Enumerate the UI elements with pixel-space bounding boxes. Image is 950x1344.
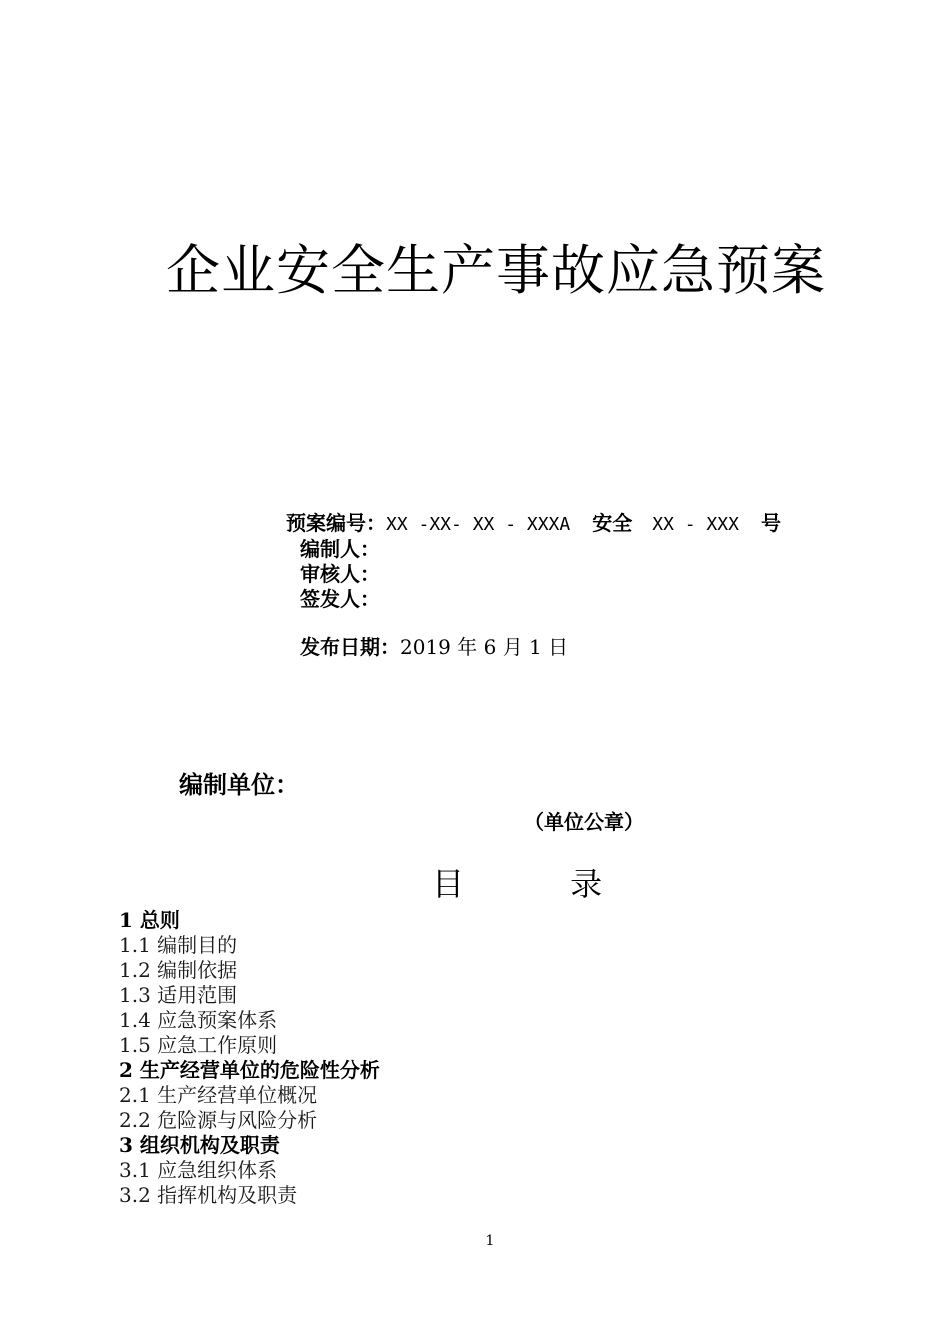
toc-item[interactable]: 1.1 编制目的 xyxy=(119,933,238,957)
toc-item[interactable]: 1.3 适用范围 xyxy=(119,983,238,1007)
compiling-unit-label: 编制单位： xyxy=(179,770,299,799)
issuer-label: 签发人： xyxy=(300,587,380,611)
publish-date-label: 发布日期： xyxy=(300,635,400,659)
toc-item[interactable]: 3.1 应急组织体系 xyxy=(119,1158,278,1182)
number-suffix: 号 xyxy=(760,511,781,535)
toc-item[interactable]: 2.1 生产经营单位概况 xyxy=(119,1083,318,1107)
page-number: 1 xyxy=(485,1233,495,1249)
toc-item[interactable]: 1.4 应急预案体系 xyxy=(119,1008,278,1032)
editor-label: 编制人： xyxy=(300,537,380,561)
publish-date-row xyxy=(300,635,568,660)
document-title: 企业安全生产事故应急预案 xyxy=(166,239,826,302)
plan-number-label: 预案编号： xyxy=(286,511,386,535)
security-value: XX - XXX xyxy=(652,514,739,535)
toc-item[interactable]: 1.2 编制依据 xyxy=(119,958,238,982)
unit-seal-label: （单位公章） xyxy=(524,810,644,834)
toc-item[interactable]: 2.2 危险源与风险分析 xyxy=(119,1108,318,1132)
table-of-contents xyxy=(119,908,839,1208)
plan-number-row xyxy=(286,511,781,537)
publish-date-value: 2019 年 6 月 1 日 xyxy=(400,635,569,659)
toc-item[interactable]: 3.2 指挥机构及职责 xyxy=(119,1183,298,1207)
plan-number-value: XX -XX- XX - XXXA xyxy=(386,514,571,535)
toc-item[interactable]: 1 总则 xyxy=(119,908,180,932)
toc-title: 目 录 xyxy=(432,865,651,903)
reviewer-label: 审核人： xyxy=(300,562,380,586)
security-label: 安全 xyxy=(592,511,633,535)
toc-item[interactable]: 3 组织机构及职责 xyxy=(119,1133,280,1157)
toc-item[interactable]: 1.5 应急工作原则 xyxy=(119,1033,278,1057)
toc-item[interactable]: 2 生产经营单位的危险性分析 xyxy=(119,1058,380,1082)
